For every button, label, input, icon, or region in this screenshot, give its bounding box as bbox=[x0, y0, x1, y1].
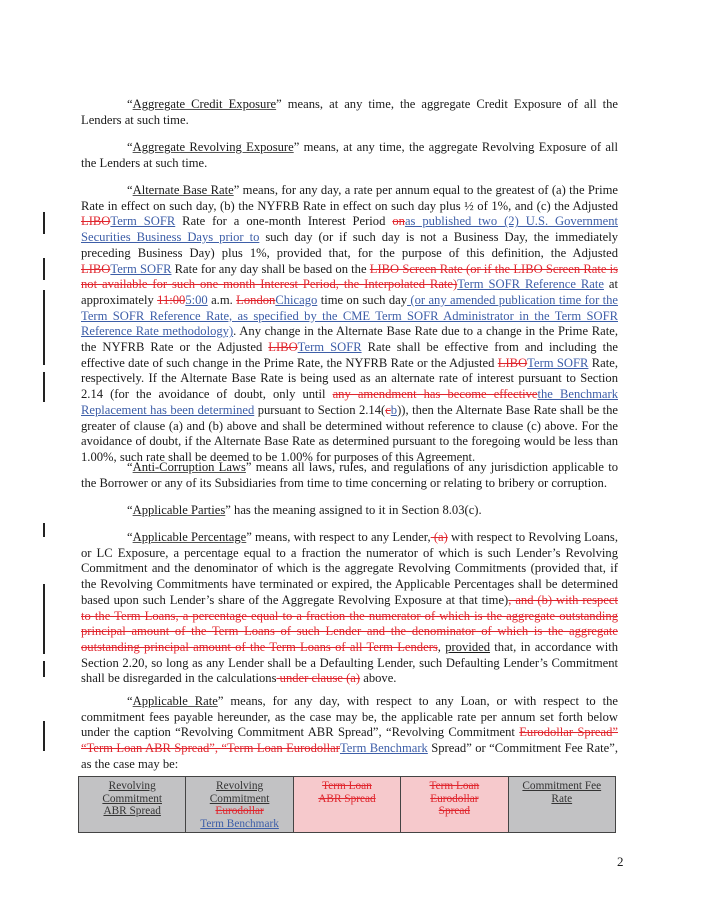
change-bar bbox=[43, 584, 45, 654]
defined-term: Applicable Rate bbox=[132, 694, 218, 708]
definition-aggregate-credit-exposure: “Aggregate Credit Exposure” means, at any time, the aggregate Credit Exposure of all the Lenders at such time. bbox=[81, 97, 618, 127]
definition-anti-corruption-laws: “Anti-Corruption Laws” means all laws, rules, and regulations of any jurisdiction applicable to the Borrower or any of its Subsidiaries from time to time concerning or relating to bribery or corruption. bbox=[81, 460, 618, 490]
deletion: on bbox=[392, 214, 405, 229]
change-bar bbox=[43, 212, 45, 234]
deletion: LIBO bbox=[81, 261, 111, 276]
defined-term: Applicable Parties bbox=[132, 503, 226, 517]
table-header-cell bbox=[401, 777, 508, 833]
deletion: any amendment has become effective bbox=[332, 387, 538, 402]
definition-aggregate-revolving-exposure: “Aggregate Revolving Exposure” means, at any time, the aggregate Revolving Exposure of all the Lenders at such time. bbox=[81, 140, 618, 170]
deletion: ABR Spread bbox=[318, 792, 376, 805]
table-header-cell: Revolving Commitment ABR Spread bbox=[79, 777, 186, 833]
insertion: Term Benchmark bbox=[200, 817, 279, 830]
deletion: (a) bbox=[430, 530, 448, 544]
table-header-cell bbox=[293, 777, 400, 833]
change-bar bbox=[43, 372, 45, 402]
definition-applicable-percentage: “Applicable Percentage” means, with respect to any Lender, (a) with respect to Revolving Loans, or LC Exposure, a percentage equal to a fraction the numerator of which is such Lender’s Revolving Commitment and the denominator of which is the aggregate Revolving Commitments (provided that, if the Revolving Commitments have terminated or expired, the Applicable Percentages shall be determined based upon such Lender’s share of the Aggregate Revolving Exposure at that time), and (b) with respect to the Term Loans, a percentage equal to a fraction the numerator of which is the aggregate outstanding principal amount of the Term Loans of such Lender and the denominator of which is the aggregate outstanding principal amount of the Term Loans of all Term Lenders, provided that, in accordance with Section 2.20, so long as any Lender shall be a Defaulting Lender, such Defaulting Lender’s Commitment shall be disregarded in the calculations under clause (a) above. bbox=[81, 530, 619, 686]
defined-term: Anti-Corruption Laws bbox=[132, 460, 246, 474]
defined-term: Alternate Base Rate bbox=[132, 183, 234, 197]
deletion: London bbox=[236, 292, 276, 307]
insertion: Term SOFR bbox=[110, 214, 176, 229]
deletion: 11:00 bbox=[157, 292, 186, 307]
insertion: as published two (2) U.S. Government Securities Business Days prior to bbox=[81, 214, 618, 245]
deletion: Spread bbox=[438, 805, 471, 817]
insertion: Term SOFR bbox=[297, 340, 362, 355]
change-bar bbox=[43, 290, 45, 365]
deletion: Eurodollar bbox=[215, 805, 264, 817]
insertion: Term SOFR Reference Rate bbox=[457, 277, 604, 292]
table-header-cell: Commitment Fee Rate bbox=[508, 777, 615, 833]
table-header-row bbox=[79, 777, 616, 833]
insertion: (or any amended publication time for the Term SOFR Reference Rate, as specified by the CME Term SOFR Administrator in the Term SOFR Reference Rate methodology) bbox=[81, 292, 619, 339]
table-header-cell: Revolving Commitment Eurodollar Term Benchmark bbox=[186, 777, 293, 833]
applicable-rate-table bbox=[78, 776, 616, 833]
defined-term: Aggregate Revolving Exposure bbox=[132, 140, 294, 154]
deletion: LIBO Screen Rate (or if the LIBO Screen Rate is not available for such one month Interest Period, the Interpolated Rate) bbox=[81, 261, 618, 292]
deletion: Term Loan Eurodollar bbox=[429, 780, 480, 805]
deletion: LIBO bbox=[268, 340, 298, 355]
insertion: Term Benchmark bbox=[339, 741, 428, 756]
definition-applicable-parties: “Applicable Parties” has the meaning assigned to it in Section 8.03(c). bbox=[127, 503, 482, 517]
insertion: 5:00 bbox=[185, 292, 208, 307]
defined-term: Applicable Percentage bbox=[132, 530, 247, 544]
deletion: c bbox=[385, 402, 391, 417]
insertion: Term SOFR bbox=[110, 261, 172, 276]
deletion: Eurodollar Spread” “Term Loan ABR Spread”, “Term Loan Eurodollar bbox=[81, 725, 618, 756]
deletion: , and (b) with respect to the Term Loans, a percentage equal to a fraction the numerator of which is the aggregate outstanding principal amount of the Term Loans of such Lender and the denominator of which is the aggregate outstanding principal amount of the Term Loans of all Term Lenders bbox=[81, 592, 618, 654]
deletion: Term Loan bbox=[322, 780, 372, 792]
change-bar bbox=[43, 523, 45, 537]
insertion: the Benchmark Replacement has been determined bbox=[81, 387, 619, 417]
definition-alternate-base-rate: “Alternate Base Rate” means, for any day, a rate per annum equal to the greatest of (a) the Prime Rate in effect on such day, (b) the NYFRB Rate in effect on such day plus ½ of 1%, and (c) the Adjusted LIBOTerm SOFR Rate for a one-month Interest Period onas published two (2) U.S. Government Securities Business Days prior to such day (or if such day is not a Business Day, the immediately preceding Business Day) plus 1%, provided that, for the purpose of this definition, the Adjusted LIBOTerm SOFR Rate for any day shall be based on the LIBO Screen Rate (or if the LIBO Screen Rate is not available for such one month Interest Period, the Interpolated Rate)Term SOFR Reference Rate at approximately 11:005:00 a.m. LondonChicago time on such day (or any amended publication time for the Term SOFR Reference Rate, as specified by the CME Term SOFR Administrator in the Term SOFR Reference Rate methodology). Any change in the Alternate Base Rate due to a change in the Prime Rate, the NYFRB Rate or the Adjusted LIBOTerm SOFR Rate shall be effective from and including the effective date of such change in the Prime Rate, the NYFRB Rate or the Adjusted LIBOTerm SOFR Rate, respectively. If the Alternate Base Rate is being used as an alternate rate of interest pursuant to Section 2.14 (for the avoidance of doubt, only until any amendment has become effectivethe Benchmark Replacement has been determined pursuant to Section 2.14(cb)), then the Alternate Base Rate shall be the greater of clause (a) and (b) above and shall be determined without reference to clause (c) above. For the avoidance of doubt, if the Alternate Base Rate as determined pursuant to the foregoing would be less than 1.00%, such rate shall be deemed to be 1.00% for purposes of this Agreement. bbox=[81, 183, 619, 464]
insertion: Chicago bbox=[275, 292, 318, 307]
deletion: LIBO bbox=[497, 355, 528, 370]
defined-term: Aggregate Credit Exposure bbox=[132, 97, 277, 111]
change-bar bbox=[43, 258, 45, 280]
deletion: LIBO bbox=[81, 214, 111, 229]
deletion: under clause (a) bbox=[276, 671, 361, 686]
definition-applicable-rate: “Applicable Rate” means, for any day, with respect to any Loan, or with respect to the commitment fees payable hereunder, as the case may be, the applicable rate per annum set forth below under the caption “Revolving Commitment ABR Spread”, “Revolving Commitment Eurodollar Spread” “Term Loan ABR Spread”, “Term Loan EurodollarTerm Benchmark Spread” or “Commitment Fee Rate”, as the case may be: bbox=[81, 694, 619, 771]
change-bar bbox=[43, 721, 45, 751]
change-bar bbox=[43, 661, 45, 677]
insertion: b bbox=[390, 402, 398, 417]
insertion: Term SOFR bbox=[527, 355, 589, 370]
page-number: 2 bbox=[617, 854, 624, 869]
